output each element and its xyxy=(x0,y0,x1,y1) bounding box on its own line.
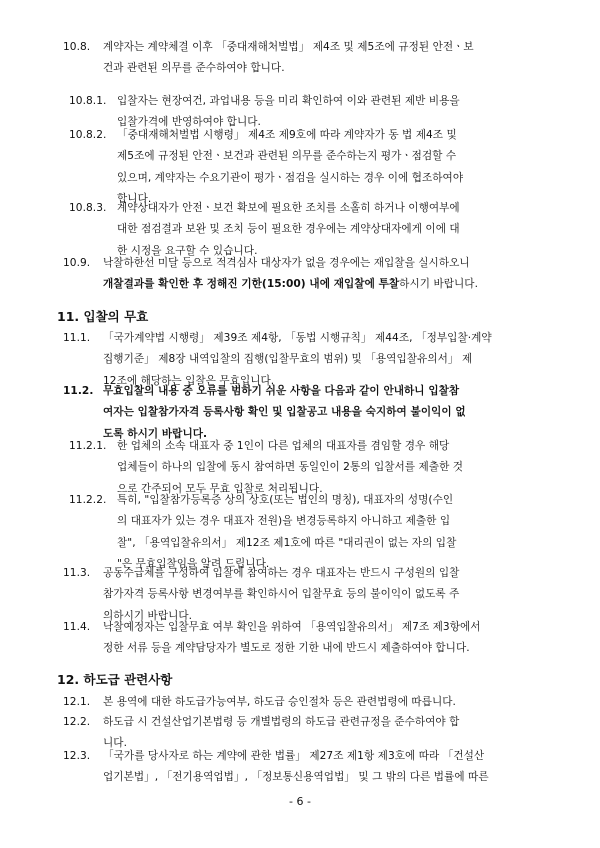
clause-text-line: 「중대재해처벌법 시행령」 제4조 제9호에 따라 계약자가 동 법 제4조 및 xyxy=(117,129,457,141)
clause-number: 11.2.2. xyxy=(69,494,107,506)
clause-text-line: 의하시기 바랍니다. xyxy=(103,609,193,622)
clause-number: 12.2. xyxy=(63,716,91,728)
clause-12-1 xyxy=(63,692,550,713)
clause-number: 11.2. xyxy=(63,385,94,397)
clause-text-line: 12조에 해당하는 입찰은 무효입니다. xyxy=(103,374,275,387)
clause-number: 11.1. xyxy=(63,332,91,344)
clause-number: 12.1. xyxy=(63,696,91,708)
clause-text-line: 한 업체의 소속 대표자 중 1인이 다른 업체의 대표자를 겸임할 경우 해당 xyxy=(117,440,450,452)
clause-text-line: 낙찰예정자는 입찰무효 여부 확인을 위하여 「용역입찰유의서」 제7조 제3항에서 xyxy=(103,621,481,633)
clause-text-line: 으로 간주되어 모두 무효 입찰로 처리됩니다. xyxy=(117,482,323,495)
clause-text-line: 「국가를 당사자로 하는 계약에 관한 법률」 제27조 제1항 제3호에 따라 「건설산 xyxy=(103,750,485,762)
clause-number: 10.8.3. xyxy=(69,202,107,214)
clause-number: 11.4. xyxy=(63,621,91,633)
clause-text-line: 업체들이 하나의 입찰에 동시 참여하면 동일인이 2통의 입찰서를 제출한 것 xyxy=(117,461,464,474)
clause-text: 하시기 바랍니다. xyxy=(399,278,478,291)
clause-10-9 xyxy=(63,253,550,296)
clause-number: 12.3. xyxy=(63,750,91,762)
section-heading-11: 11. 입찰의 무효 xyxy=(57,309,149,324)
clause-text-line: 의 대표자가 있는 경우 대표자 전원)을 변경등록하지 아니하고 제출한 입 xyxy=(117,515,451,528)
clause-text-line: 찰", 「용역입찰유의서」 제12조 제1호에 따른 "대리권이 없는 자의 입찰 xyxy=(117,536,457,549)
clause-text-line: 합니다. xyxy=(117,192,152,205)
clause-text-line: 입찰자는 현장여건, 과업내용 등을 미리 확인하여 이와 관련된 제반 비용을 xyxy=(117,95,460,107)
clause-text-line: 제5조에 규정된 안전ㆍ보건과 관련된 의무를 준수하는지 평가ㆍ점검할 수 xyxy=(117,150,457,163)
clause-text-line: 계약자는 계약체결 이후 「중대재해처벌법」 제4조 및 제5조에 규정된 안전ㆍ보 xyxy=(103,41,474,53)
clause-text-line: 정한 서류 등을 계약담당자가 별도로 정한 기한 내에 반드시 제출하여야 합니다. xyxy=(103,642,470,655)
clause-text-line: 여자는 입찰참가자격 등록사항 확인 및 입찰공고 내용을 숙지하여 불이익이 없 xyxy=(103,406,466,419)
clause-number: 10.8. xyxy=(63,41,91,53)
clause-bold-text: 개찰결과를 확인한 후 정해진 기한(15:00) 내에 재입찰에 투찰 xyxy=(103,278,400,291)
clause-text-line: "은 무효입찰임을 알려 드립니다. xyxy=(117,557,270,570)
clause-text-line: 「국가계약법 시행령」 제39조 제4항, 「동법 시행규칙」 제44조, 「정부입찰·계약 xyxy=(103,332,492,344)
clause-number: 10.8.2. xyxy=(69,129,107,141)
clause-number: 10.9. xyxy=(63,257,91,269)
clause-text-line: 낙찰하한선 미달 등으로 적격심사 대상자가 없을 경우에는 재입찰을 실시하오니 xyxy=(103,257,470,269)
clause-text-line: 공동수급체를 구성하여 입찰에 참여하는 경우 대표자는 반드시 구성원의 입찰 xyxy=(103,567,460,579)
clause-text-line: 건과 관련된 의무를 준수하여야 합니다. xyxy=(103,62,285,75)
clause-number: 11.3. xyxy=(63,567,91,579)
clause-number: 11.2.1. xyxy=(69,440,107,452)
clause-12-3 xyxy=(63,746,550,789)
clause-text-line: 있으며, 계약자는 수요기관이 평가ㆍ점검을 실시하는 경우 이에 협조하여야 xyxy=(117,171,464,184)
clause-text-line: 계약상대자가 안전ㆍ보건 확보에 필요한 조치를 소홀히 하거나 이행여부에 xyxy=(117,202,460,214)
clause-text-line: 무효입찰의 내용 중 오류를 범하기 쉬운 사항을 다음과 같이 안내하니 입찰참 xyxy=(103,385,460,397)
clause-text-line: 집행기준」 제8장 내역입찰의 집행(입찰무효의 범위) 및 「용역입찰유의서」 제 xyxy=(103,353,473,366)
clause-text-line: 하도급 시 건설산업기본법령 등 개별법령의 하도급 관련규정을 준수하여야 합 xyxy=(103,716,460,728)
section-heading-12: 12. 하도급 관련사항 xyxy=(57,672,173,687)
clause-number: 10.8.1. xyxy=(69,95,107,107)
clause-text-line: 니다. xyxy=(103,737,127,750)
clause-text-line: 업기본법」, 「전기용역업법」, 「정보통신용역업법」 및 그 밖의 다른 법률에 따른 xyxy=(103,771,489,784)
page-number: - 6 - xyxy=(289,795,311,808)
clause-10-8 xyxy=(63,37,550,80)
clause-text-line: 한 시정을 요구할 수 있습니다. xyxy=(117,244,258,257)
clause-text-line: 본 용역에 대한 하도급가능여부, 하도급 승인절차 등은 관련법령에 따릅니다. xyxy=(103,696,456,708)
clause-text-line: 입찰가격에 반영하여야 합니다. xyxy=(117,116,261,129)
clause-text-line: 도록 하시기 바랍니다. xyxy=(103,427,208,440)
clause-text-line: 대한 점검결과 보완 및 조치 등이 필요한 경우에는 계약상대자에게 이에 대 xyxy=(117,223,460,236)
clause-text-line: 특히, "입찰참가등록증 상의 상호(또는 법인의 명칭), 대표자의 성명(수인 xyxy=(117,494,454,506)
clause-11-4 xyxy=(63,617,550,660)
clause-text-line: 참가자격 등록사항 변경여부를 확인하시어 입찰무효 등의 불이익이 없도록 주 xyxy=(103,588,460,601)
